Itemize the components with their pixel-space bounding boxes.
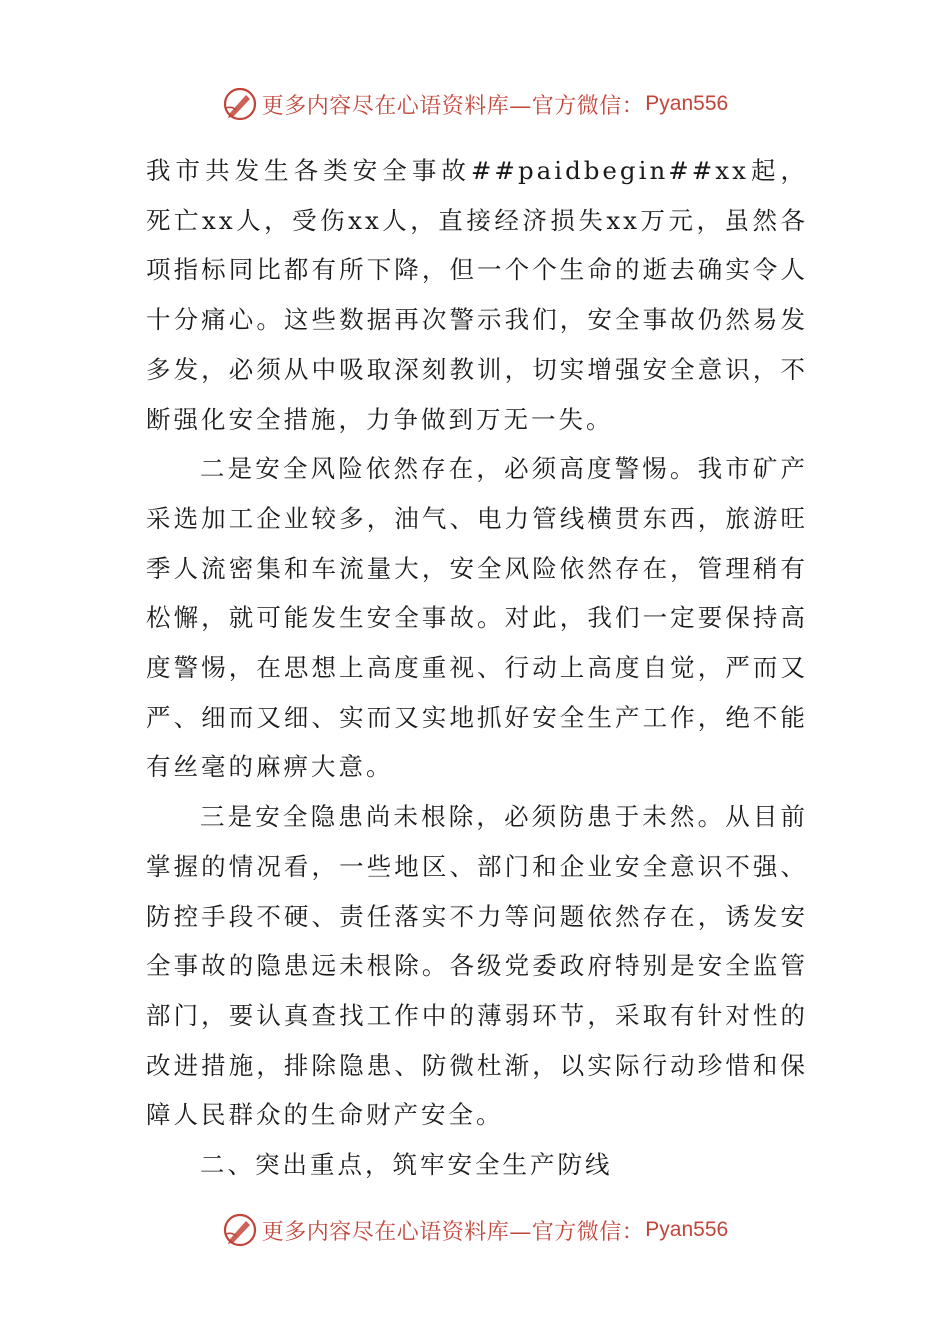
document-body [146,146,808,1190]
header-watermark-banner [0,84,950,124]
footer-watermark-banner [0,1210,950,1250]
banner-wechat-handle: Pyan556 [645,1218,729,1241]
paragraph-3: 三是安全隐患尚未根除，必须防患于未然。从目前掌握的情况看，一些地区、部门和企业安全意识不强、防控手段不硬、责任落实不力等问题依然存在，诱发安全事故的隐患远未根除。各级党委政府特别是安全监管部门，要认真查找工作中的薄弱环节，采取有针对性的改进措施，排除隐患、防微杜渐，以实际行动珍惜和保障人民群众的生命财产安全。 [146,802,808,1130]
banner-text: 更多内容尽在心语资料库—官方微信： [261,93,645,119]
pen-logo-icon [222,86,258,122]
banner-text: 更多内容尽在心语资料库—官方微信： [261,1219,645,1245]
section-heading: 二、突出重点，筑牢安全生产防线 [200,1150,613,1180]
paragraph-2: 二是安全风险依然存在，必须高度警惕。我市矿产采选加工企业较多，油气、电力管线横贯东西，旅游旺季人流密集和车流量大，安全风险依然存在，管理稍有松懈，就可能发生安全事故。对此，我们一定要保持高度警惕，在思想上高度重视、行动上高度自觉，严而又严、细而又细、实而又实地抓好安全生产工作，绝不能有丝毫的麻痹大意。 [146,454,808,782]
paragraph-1: 我市共发生各类安全事故##paidbegin##xx起，死亡xx人，受伤xx人，直接经济损失xx万元，虽然各项指标同比都有所下降，但一个个生命的逝去确实令人十分痛心。这些数据再次警示我们，安全事故仍然易发多发，必须从中吸取深刻教训，切实增强安全意识，不断强化安全措施，力争做到万无一失。 [146,156,808,434]
pen-logo-icon [222,1212,258,1248]
banner-wechat-handle: Pyan556 [645,92,729,115]
